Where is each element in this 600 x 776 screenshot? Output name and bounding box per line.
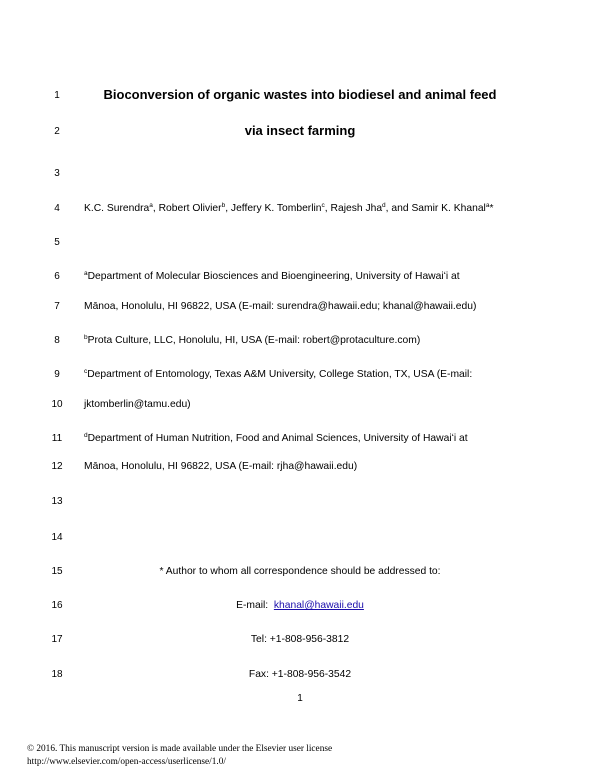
correspondence-heading: * Author to whom all correspondence should be addressed to:	[159, 566, 441, 577]
license-url[interactable]: http://www.elsevier.com/open-access/userlicense/1.0/	[27, 757, 226, 767]
author-name: Jeffery K. Tomberlin	[230, 203, 322, 214]
author-separator: , and	[385, 203, 412, 214]
affiliation-text: Department of Entomology, Texas A&M University, College Station, TX, USA (E-mail:	[87, 369, 473, 380]
affiliation-a-line-2: Mānoa, Honolulu, HI 96822, USA (E-mail: surendra@hawaii.edu; khanal@hawaii.edu)	[84, 301, 477, 312]
affiliation-text: Department of Molecular Biosciences and Bioengineering, University of Hawaiʻi at	[87, 271, 460, 282]
line-number: 16	[51, 600, 63, 611]
author-affiliation-mark: d	[382, 202, 386, 209]
affiliation-c-line-2: jktomberlin@tamu.edu)	[84, 399, 191, 410]
affiliation-text: Prota Culture, LLC, Honolulu, HI, USA (E-mail: robert@protaculture.com)	[87, 335, 421, 346]
affiliation-mark: c	[84, 368, 88, 375]
correspondence-fax: Fax: +1-808-956-3542	[248, 669, 352, 680]
affiliation-text: Department of Human Nutrition, Food and Animal Sciences, University of Hawaiʻi at	[87, 433, 468, 444]
author-name: Robert Olivier	[158, 203, 222, 214]
line-number: 11	[51, 433, 63, 444]
author-name: Samir K. Khanal	[411, 203, 486, 214]
line-number: 2	[54, 126, 60, 137]
email-link[interactable]: khanal@hawaii.edu	[273, 600, 364, 611]
affiliation-b	[84, 335, 420, 347]
author-affiliation-mark: a	[149, 202, 153, 209]
affiliation-mark: b	[84, 334, 88, 341]
author-affiliation-mark: b	[221, 202, 226, 209]
line-number: 18	[51, 669, 63, 680]
author-list	[84, 203, 493, 215]
page-number: 1	[297, 693, 303, 704]
line-number: 6	[54, 271, 60, 282]
affiliation-d	[84, 433, 468, 445]
line-number: 10	[51, 399, 63, 410]
line-number: 9	[54, 369, 60, 380]
author-affiliation-mark: a	[485, 202, 490, 209]
author-separator: ,	[225, 203, 231, 214]
line-number: 13	[51, 496, 63, 507]
line-number: 8	[54, 335, 60, 346]
line-number: 14	[51, 532, 63, 543]
affiliation-a	[84, 271, 460, 283]
author-name: Rajesh Jha	[330, 203, 383, 214]
author-separator: ,	[152, 203, 159, 214]
author-affiliation-mark: c	[321, 202, 325, 209]
author-name: K.C. Surendra	[84, 203, 150, 214]
correspondence-tel: Tel: +1-808-956-3812	[250, 634, 350, 645]
line-number: 3	[54, 168, 60, 179]
paper-title-line-2: via insect farming	[244, 123, 356, 138]
line-number: 17	[51, 634, 63, 645]
affiliation-mark: a	[84, 270, 88, 277]
affiliation-mark: d	[84, 432, 88, 439]
line-number: 4	[54, 203, 60, 214]
affiliation-c	[84, 369, 472, 381]
line-number: 12	[51, 461, 63, 472]
line-number: 15	[51, 566, 63, 577]
corresponding-author-mark: *	[489, 203, 494, 214]
email-label: E-mail:	[236, 600, 269, 611]
license-notice: © 2016. This manuscript version is made available under the Elsevier user license	[27, 744, 333, 754]
line-number: 7	[54, 301, 60, 312]
line-number: 5	[54, 237, 60, 248]
paper-title-line-1: Bioconversion of organic wastes into biodiesel and animal feed	[103, 87, 497, 102]
correspondence-email	[80, 600, 520, 612]
author-separator: ,	[324, 203, 331, 214]
affiliation-d-line-2: Mānoa, Honolulu, HI 96822, USA (E-mail: rjha@hawaii.edu)	[84, 461, 358, 472]
line-number: 1	[54, 90, 60, 101]
